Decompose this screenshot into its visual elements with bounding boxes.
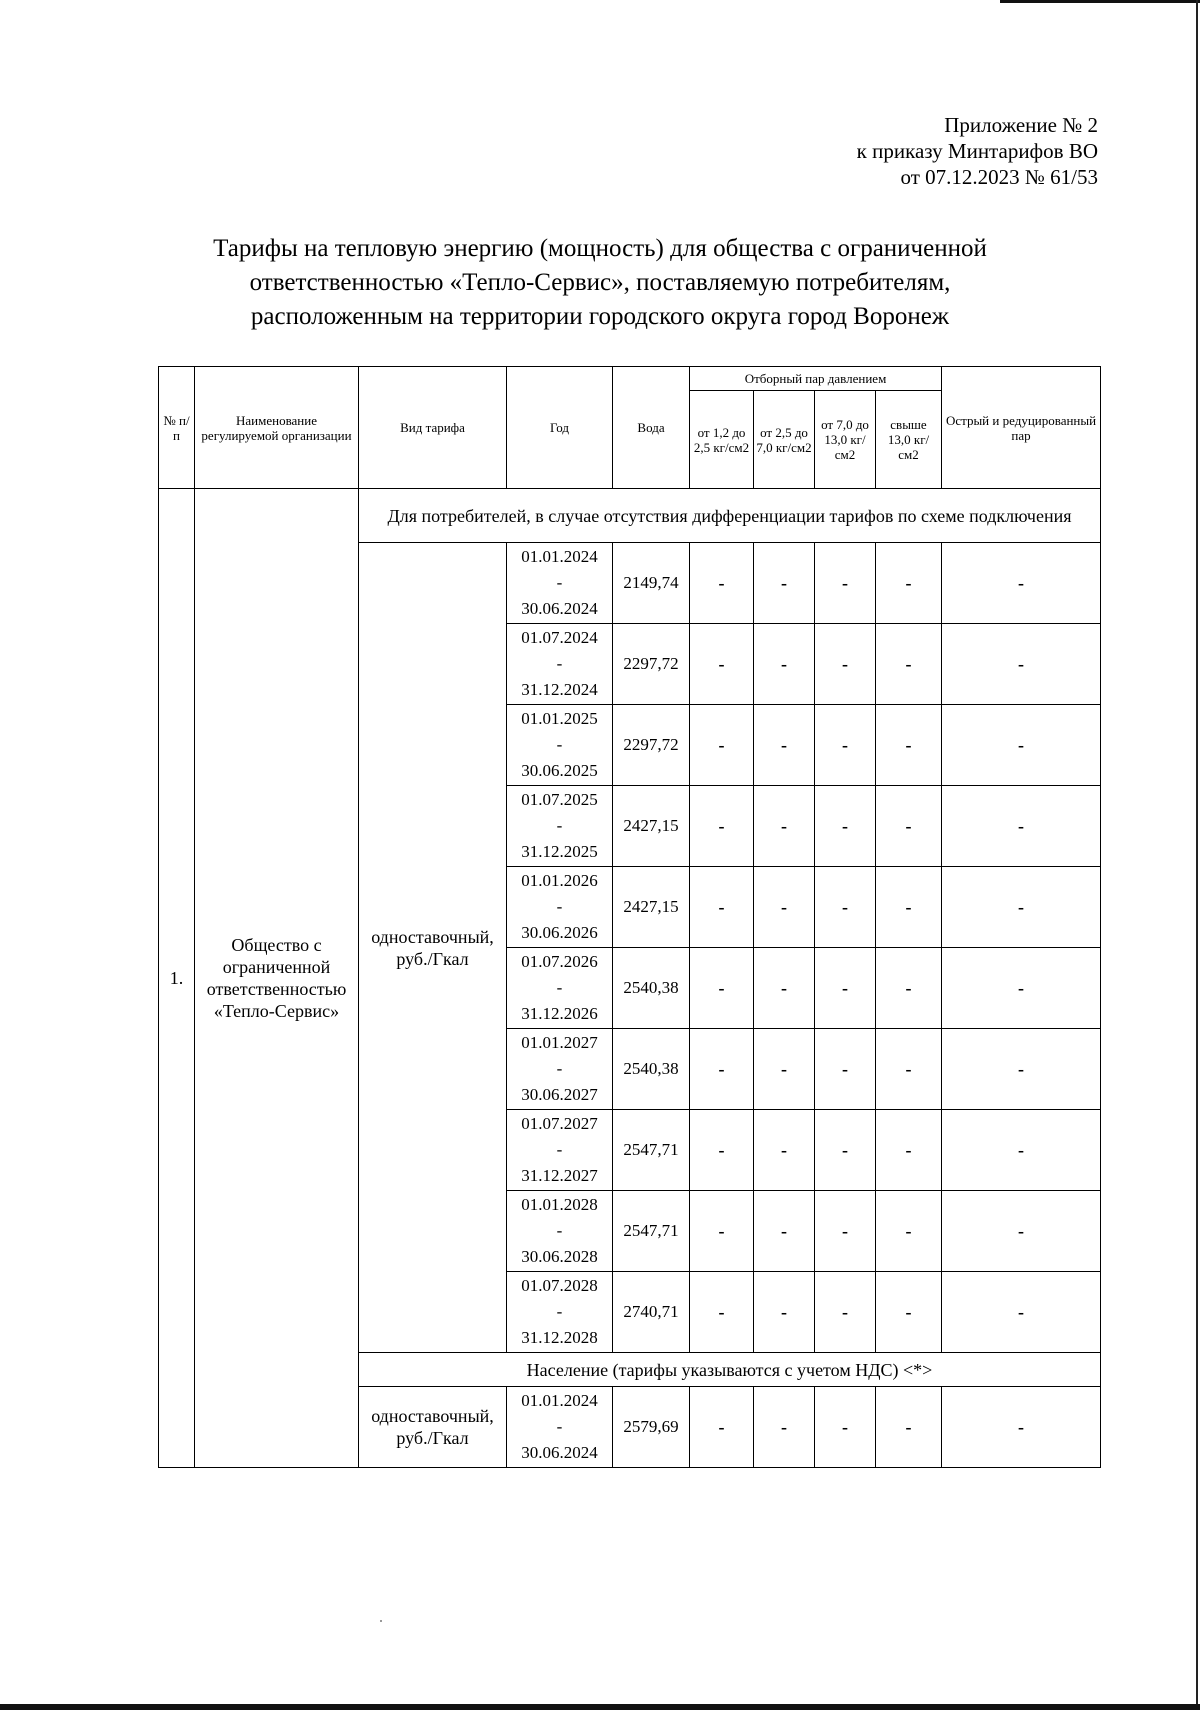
- steam-3-value: -: [815, 1387, 876, 1468]
- year-to: 31.12.2026: [521, 1004, 598, 1023]
- steam-2-value: -: [754, 1029, 815, 1110]
- year-from: 01.07.2026: [521, 952, 598, 971]
- year-sep: -: [556, 1302, 563, 1321]
- year-period: [507, 867, 613, 948]
- year-from: 01.01.2024: [521, 547, 598, 566]
- steam-4-value: -: [876, 624, 942, 705]
- header-sharp-steam: Острый и редуцированный пар: [942, 367, 1101, 489]
- steam-1-value: -: [690, 705, 754, 786]
- header-vid: Вид тарифа: [359, 367, 507, 489]
- year-sep: -: [556, 816, 563, 835]
- steam-3-value: -: [815, 1110, 876, 1191]
- section-general-label: Для потребителей, в случае отсутствия дифференциации тарифов по схеме подключения: [359, 489, 1101, 543]
- header-row-top: [159, 367, 1101, 391]
- year-from: 01.07.2024: [521, 628, 598, 647]
- scan-speck: [380, 1620, 382, 1622]
- year-from: 01.01.2026: [521, 871, 598, 890]
- steam-2-value: -: [754, 1272, 815, 1353]
- steam-2-value: -: [754, 1387, 815, 1468]
- year-period: [507, 1191, 613, 1272]
- tariff-type: одноставочный, руб./Гкал: [359, 543, 507, 1353]
- header-water: Вода: [613, 367, 690, 489]
- steam-3-value: -: [815, 543, 876, 624]
- water-tariff-value: 2547,71: [613, 1110, 690, 1191]
- sharp-steam-value: -: [942, 1110, 1101, 1191]
- year-from: 01.01.2028: [521, 1195, 598, 1214]
- steam-4-value: -: [876, 1029, 942, 1110]
- sharp-steam-value: -: [942, 867, 1101, 948]
- section-row-general: [159, 489, 1101, 543]
- year-to: 30.06.2024: [521, 1443, 598, 1462]
- steam-2-value: -: [754, 543, 815, 624]
- water-tariff-value: 2540,38: [613, 1029, 690, 1110]
- water-tariff-value: 2297,72: [613, 624, 690, 705]
- steam-4-value: -: [876, 543, 942, 624]
- steam-4-value: -: [876, 1272, 942, 1353]
- steam-4-value: -: [876, 1387, 942, 1468]
- title-line-2: ответственностью «Тепло-Сервис», поставляемую потребителям,: [249, 269, 951, 296]
- steam-4-value: -: [876, 1110, 942, 1191]
- sharp-steam-value: -: [942, 624, 1101, 705]
- year-period: [507, 624, 613, 705]
- steam-3-value: -: [815, 867, 876, 948]
- water-tariff-value: 2579,69: [613, 1387, 690, 1468]
- year-period: [507, 1272, 613, 1353]
- year-to: 31.12.2025: [521, 842, 598, 861]
- year-from: 01.01.2027: [521, 1033, 598, 1052]
- document-title: [150, 232, 1050, 334]
- tariff-type: одноставочный, руб./Гкал: [359, 1387, 507, 1468]
- year-sep: -: [556, 897, 563, 916]
- steam-3-value: -: [815, 786, 876, 867]
- attachment-line-2: к приказу Минтарифов ВО: [856, 139, 1098, 163]
- sharp-steam-value: -: [942, 543, 1101, 624]
- attachment-line-3: от 07.12.2023 № 61/53: [900, 165, 1098, 189]
- header-steam-2: от 2,5 до 7,0 кг/см2: [754, 391, 815, 489]
- steam-1-value: -: [690, 948, 754, 1029]
- steam-1-value: -: [690, 786, 754, 867]
- year-from: 01.01.2024: [521, 1391, 598, 1410]
- year-from: 01.07.2025: [521, 790, 598, 809]
- water-tariff-value: 2427,15: [613, 867, 690, 948]
- steam-3-value: -: [815, 1272, 876, 1353]
- attachment-line-1: Приложение № 2: [944, 113, 1098, 137]
- year-sep: -: [556, 735, 563, 754]
- year-to: 30.06.2026: [521, 923, 598, 942]
- sharp-steam-value: -: [942, 705, 1101, 786]
- scan-edge-top: [1000, 0, 1200, 3]
- year-to: 30.06.2027: [521, 1085, 598, 1104]
- steam-3-value: -: [815, 624, 876, 705]
- steam-1-value: -: [690, 624, 754, 705]
- attachment-header: [857, 112, 1098, 190]
- steam-4-value: -: [876, 786, 942, 867]
- year-sep: -: [556, 654, 563, 673]
- steam-2-value: -: [754, 1110, 815, 1191]
- sharp-steam-value: -: [942, 1191, 1101, 1272]
- sharp-steam-value: -: [942, 1272, 1101, 1353]
- year-from: 01.07.2027: [521, 1114, 598, 1133]
- steam-1-value: -: [690, 1272, 754, 1353]
- header-steam-1: от 1,2 до 2,5 кг/см2: [690, 391, 754, 489]
- steam-4-value: -: [876, 1191, 942, 1272]
- header-steam-3: от 7,0 до 13,0 кг/см2: [815, 391, 876, 489]
- year-to: 30.06.2025: [521, 761, 598, 780]
- header-steam-4: свыше 13,0 кг/см2: [876, 391, 942, 489]
- header-steam-group: Отборный пар давлением: [690, 367, 942, 391]
- steam-1-value: -: [690, 1029, 754, 1110]
- year-sep: -: [556, 1059, 563, 1078]
- steam-3-value: -: [815, 948, 876, 1029]
- row-number: 1.: [159, 489, 195, 1468]
- year-to: 31.12.2027: [521, 1166, 598, 1185]
- steam-2-value: -: [754, 867, 815, 948]
- year-from: 01.07.2028: [521, 1276, 598, 1295]
- year-to: 30.06.2024: [521, 599, 598, 618]
- year-sep: -: [556, 1221, 563, 1240]
- steam-1-value: -: [690, 867, 754, 948]
- steam-2-value: -: [754, 1191, 815, 1272]
- water-tariff-value: 2427,15: [613, 786, 690, 867]
- scan-edge-right: [1196, 0, 1198, 1710]
- steam-1-value: -: [690, 1191, 754, 1272]
- year-period: [507, 948, 613, 1029]
- year-period: [507, 1110, 613, 1191]
- year-sep: -: [556, 573, 563, 592]
- tariff-table: [158, 366, 1101, 1468]
- year-period: [507, 1387, 613, 1468]
- section-population-label: Население (тарифы указываются с учетом НДС) <*>: [359, 1353, 1101, 1387]
- title-line-3: расположенным на территории городского округа город Воронеж: [250, 303, 950, 330]
- steam-2-value: -: [754, 786, 815, 867]
- steam-3-value: -: [815, 1029, 876, 1110]
- sharp-steam-value: -: [942, 1029, 1101, 1110]
- year-period: [507, 543, 613, 624]
- steam-3-value: -: [815, 705, 876, 786]
- year-period: [507, 1029, 613, 1110]
- tariff-table-body: [159, 367, 1101, 1468]
- steam-1-value: -: [690, 543, 754, 624]
- water-tariff-value: 2540,38: [613, 948, 690, 1029]
- year-from: 01.01.2025: [521, 709, 598, 728]
- sharp-steam-value: -: [942, 786, 1101, 867]
- steam-4-value: -: [876, 705, 942, 786]
- sharp-steam-value: -: [942, 948, 1101, 1029]
- steam-4-value: -: [876, 867, 942, 948]
- steam-2-value: -: [754, 948, 815, 1029]
- steam-1-value: -: [690, 1387, 754, 1468]
- sharp-steam-value: -: [942, 1387, 1101, 1468]
- year-to: 30.06.2028: [521, 1247, 598, 1266]
- water-tariff-value: 2547,71: [613, 1191, 690, 1272]
- steam-2-value: -: [754, 705, 815, 786]
- steam-2-value: -: [754, 624, 815, 705]
- steam-3-value: -: [815, 1191, 876, 1272]
- water-tariff-value: 2740,71: [613, 1272, 690, 1353]
- water-tariff-value: 2297,72: [613, 705, 690, 786]
- year-sep: -: [556, 1417, 563, 1436]
- year-to: 31.12.2028: [521, 1328, 598, 1347]
- year-to: 31.12.2024: [521, 680, 598, 699]
- organization-name: Общество с ограниченной ответственностью «Тепло-Сервис»: [195, 489, 359, 1468]
- steam-4-value: -: [876, 948, 942, 1029]
- header-org: Наименование регулируемой организации: [195, 367, 359, 489]
- header-year: Год: [507, 367, 613, 489]
- year-period: [507, 705, 613, 786]
- title-line-1: Тарифы на тепловую энергию (мощность) для общества с ограниченной: [213, 235, 987, 262]
- header-num: № п/п: [159, 367, 195, 489]
- year-period: [507, 786, 613, 867]
- steam-1-value: -: [690, 1110, 754, 1191]
- water-tariff-value: 2149,74: [613, 543, 690, 624]
- year-sep: -: [556, 1140, 563, 1159]
- year-sep: -: [556, 978, 563, 997]
- scan-edge-bottom: [0, 1704, 1200, 1710]
